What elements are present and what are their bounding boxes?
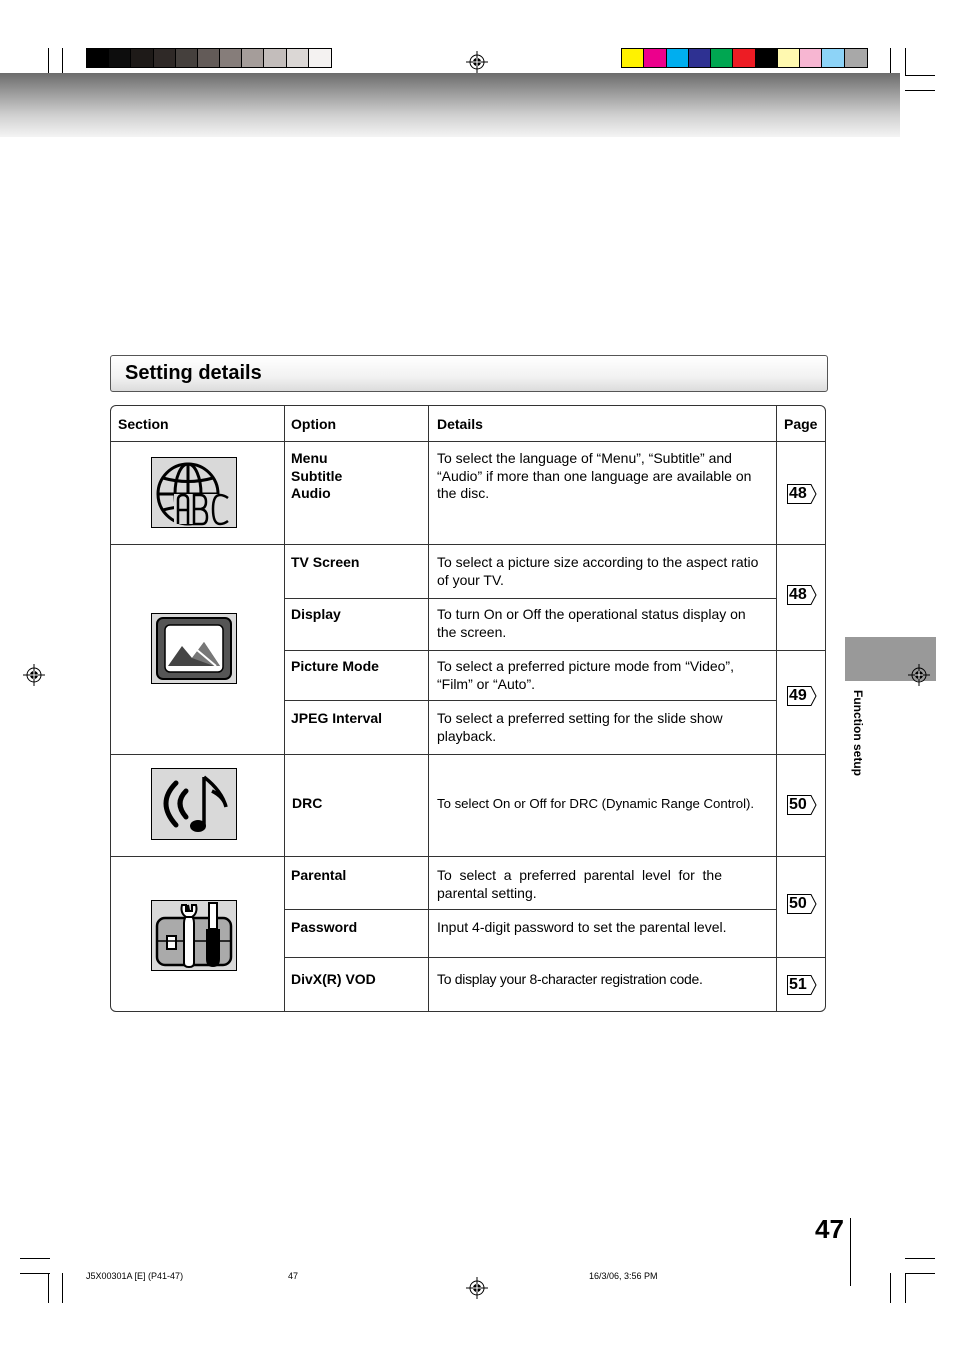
- tools-icon: [151, 900, 237, 971]
- details-language: To select the language of “Menu”, “Subtitle” and “Audio” if more than one language are available on the disc.: [437, 450, 752, 501]
- color-swatch: [689, 49, 711, 67]
- page-ref-50[interactable]: [787, 795, 817, 815]
- row-divider: [111, 754, 825, 755]
- page-ref-50[interactable]: [787, 894, 817, 914]
- row-divider: [284, 700, 776, 701]
- audio-note-icon: [151, 768, 237, 840]
- color-swatch: [845, 49, 867, 67]
- grayscale-calibration-bar: [86, 48, 332, 68]
- color-swatch: [756, 49, 778, 67]
- page-ref-48[interactable]: [787, 484, 817, 504]
- option-divx-vod: DivX(R) VOD: [291, 971, 376, 987]
- color-swatch: [711, 49, 733, 67]
- row-divider: [111, 856, 825, 857]
- crop-mark: [62, 1273, 63, 1303]
- option-subtitle: Subtitle: [291, 467, 343, 484]
- row-divider: [111, 441, 825, 442]
- color-swatch: [667, 49, 689, 67]
- color-swatch: [622, 49, 644, 67]
- page-ref-51[interactable]: [787, 975, 817, 995]
- option-tv-screen: TV Screen: [291, 554, 360, 570]
- row-divider: [284, 650, 825, 651]
- section-side-tab: [845, 637, 936, 681]
- section-title-box: [110, 355, 828, 392]
- option-parental: Parental: [291, 867, 347, 883]
- crop-mark: [48, 48, 49, 75]
- crop-mark: [20, 1273, 50, 1274]
- grayscale-swatch: [154, 49, 176, 67]
- option-picture-mode: Picture Mode: [291, 658, 379, 674]
- color-swatch: [800, 49, 822, 67]
- grayscale-swatch: [242, 49, 264, 67]
- grayscale-swatch: [198, 49, 220, 67]
- grayscale-swatch: [220, 49, 242, 67]
- details-picture-mode: To select a preferred picture mode from “Video”, “Film” or “Auto”.: [437, 658, 734, 692]
- color-swatch: [644, 49, 666, 67]
- crop-mark: [890, 1273, 891, 1303]
- registration-mark-icon: [466, 1277, 488, 1299]
- grayscale-swatch: [109, 49, 131, 67]
- grayscale-swatch: [309, 49, 331, 67]
- details-divx-vod: To display your 8-character registration code.: [437, 971, 703, 987]
- footer-file: J5X00301A [E] (P41-47): [86, 1271, 184, 1281]
- header-option: Option: [291, 416, 337, 432]
- picture-icon: [151, 613, 237, 684]
- registration-mark-icon: [23, 664, 45, 686]
- row-divider: [284, 598, 776, 599]
- row-divider: [111, 544, 825, 545]
- language-icon: [151, 457, 237, 528]
- color-swatch: [822, 49, 844, 67]
- grayscale-swatch: [87, 49, 109, 67]
- row-divider: [284, 957, 825, 958]
- details-parental: To select a preferred parental level for the parental setting.: [437, 867, 722, 901]
- crop-mark: [62, 48, 63, 75]
- crop-mark: [20, 1258, 50, 1259]
- header-page: Page: [784, 416, 818, 432]
- grayscale-swatch: [264, 49, 286, 67]
- registration-mark-icon: [466, 51, 488, 73]
- grayscale-swatch: [287, 49, 309, 67]
- page-ref-48[interactable]: [787, 585, 817, 605]
- page-number-rule: [850, 1218, 851, 1286]
- color-swatch: [733, 49, 755, 67]
- option-drc: DRC: [292, 795, 323, 811]
- section-title: Setting details: [125, 362, 262, 384]
- header-band: [0, 73, 900, 137]
- color-calibration-bar: [621, 48, 868, 68]
- crop-mark: [905, 48, 906, 75]
- details-password: Input 4-digit password to set the parental level.: [437, 919, 727, 935]
- option-menu: Menu: [291, 450, 328, 466]
- row-divider: [284, 909, 776, 910]
- color-swatch: [778, 49, 800, 67]
- footer-page: 47: [288, 1271, 299, 1281]
- header-details: Details: [437, 416, 483, 432]
- option-display: Display: [291, 606, 341, 622]
- crop-mark: [48, 1273, 49, 1303]
- option-language: [291, 450, 342, 503]
- registration-mark-icon: [908, 664, 930, 686]
- crop-mark: [905, 1273, 906, 1303]
- page-ref-label: 50: [789, 796, 807, 813]
- page-number: 47: [815, 1214, 844, 1244]
- option-audio: Audio: [291, 485, 331, 501]
- crop-mark: [905, 1258, 935, 1259]
- crop-mark: [905, 90, 935, 91]
- grayscale-swatch: [176, 49, 198, 67]
- page-ref-label: 50: [789, 895, 807, 912]
- details-display: To turn On or Off the operational status display on the screen.: [437, 606, 746, 640]
- side-tab-label: Function setup: [851, 690, 865, 776]
- column-divider: [428, 406, 429, 1011]
- header-section: Section: [118, 416, 169, 432]
- page-ref-49[interactable]: [787, 686, 817, 706]
- details-jpeg-interval: To select a preferred setting for the slide show playback.: [437, 710, 723, 744]
- details-drc: To select On or Off for DRC (Dynamic Range Control).: [437, 796, 755, 811]
- page-ref-label: 51: [789, 976, 807, 993]
- option-password: Password: [291, 919, 358, 935]
- page-ref-label: 49: [789, 687, 807, 704]
- crop-mark: [905, 1273, 935, 1274]
- footer-timestamp: 16/3/06, 3:56 PM: [589, 1271, 658, 1281]
- grayscale-swatch: [131, 49, 153, 67]
- page-ref-label: 48: [789, 586, 807, 603]
- option-jpeg-interval: JPEG Interval: [291, 710, 383, 726]
- column-divider: [284, 406, 285, 1011]
- column-divider: [776, 406, 777, 1011]
- details-tv-screen: To select a picture size according to the aspect ratio of your TV.: [437, 554, 759, 588]
- crop-mark: [905, 75, 935, 76]
- page-ref-label: 48: [789, 485, 807, 502]
- crop-mark: [890, 48, 891, 75]
